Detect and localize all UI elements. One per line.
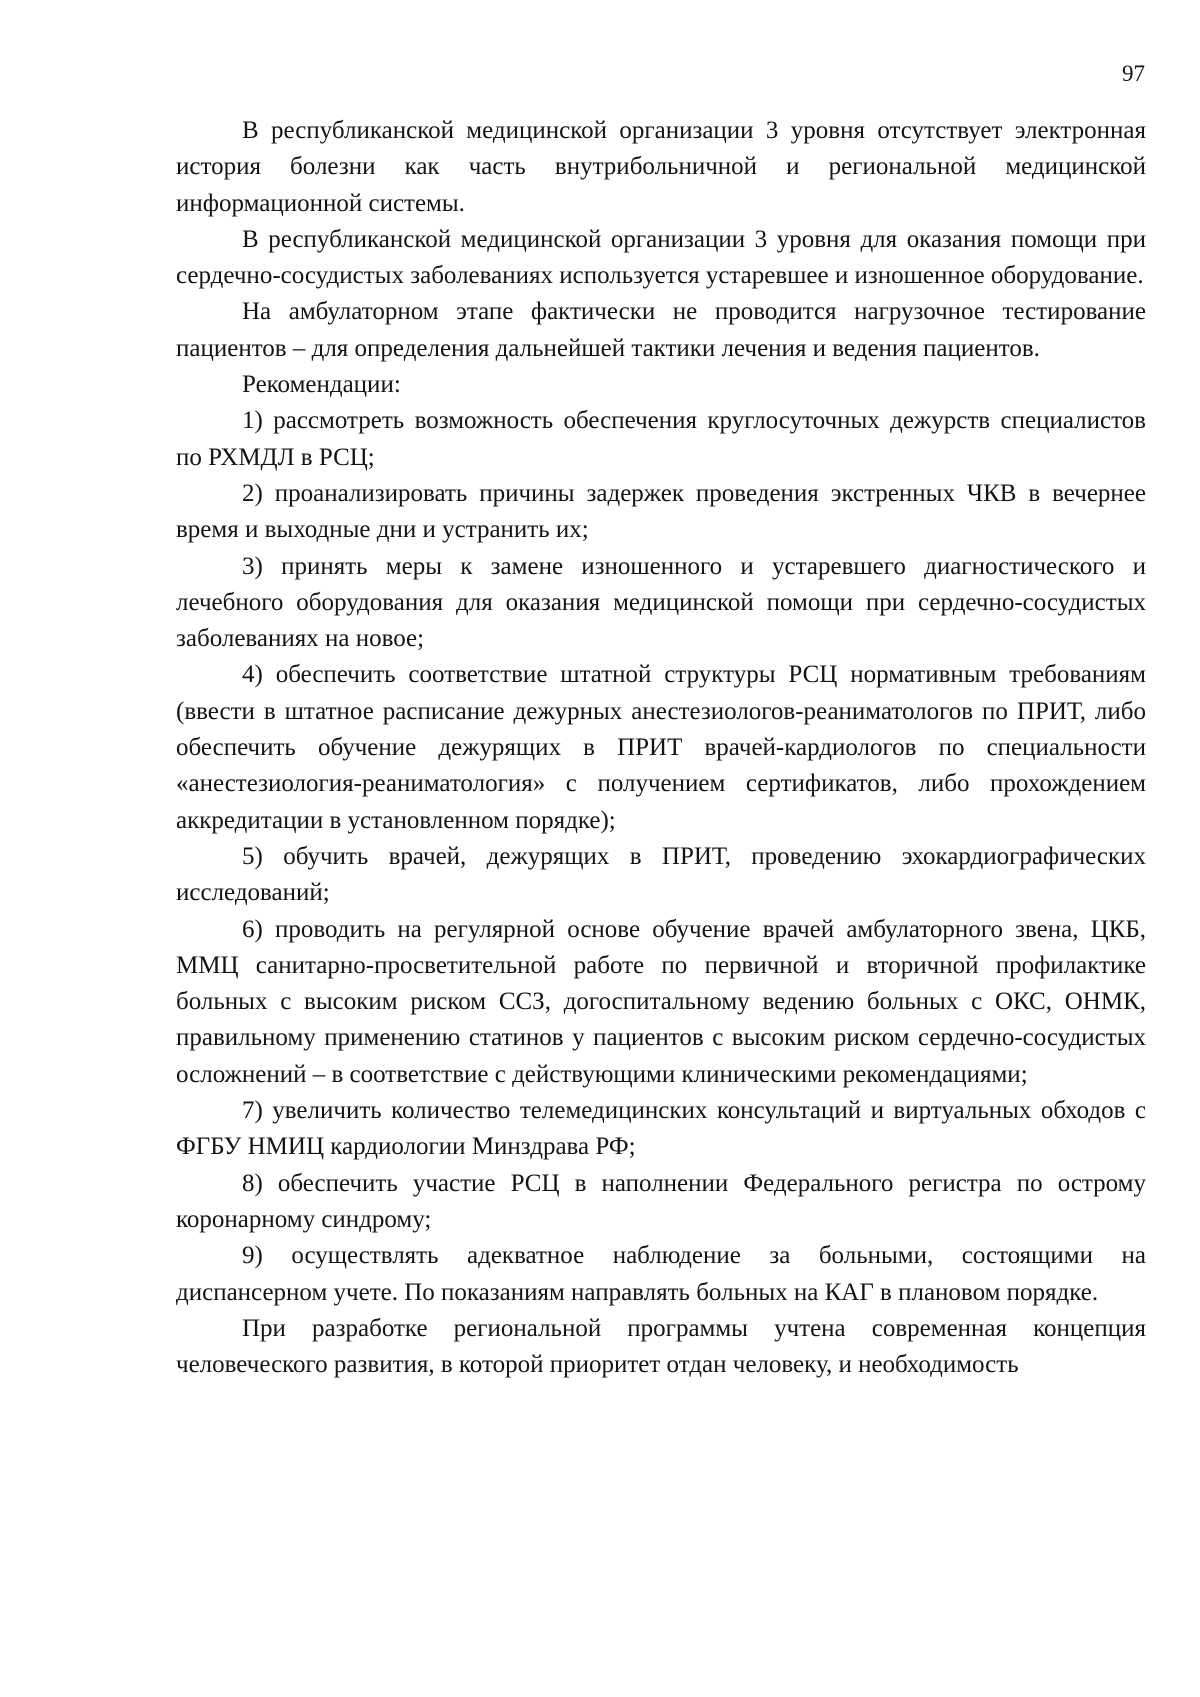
- recommendation-item-7: 7) увеличить количество телемедицинских консультаций и виртуальных обходов с ФГБУ НМИЦ кардиологии Минздрава РФ;: [176, 1097, 1146, 1161]
- paragraph-stress-testing: На амбулаторном этапе фактически не проводится нагрузочное тестирование пациентов – для определения дальнейшей тактики лечения и ведения пациентов.: [176, 298, 1146, 362]
- paragraph-outdated-equipment: В республиканской медицинской организации 3 уровня для оказания помощи при сердечно-сосудистых заболеваниях используется устаревшее и изношенное оборудование.: [176, 225, 1146, 290]
- page-number: 97: [1122, 61, 1145, 86]
- recommendation-item-5: 5) обучить врачей, дежурящих в ПРИТ, проведению эхокардиографических исследований;: [176, 842, 1146, 907]
- document-body: [176, 113, 1146, 1383]
- paragraph-regional-program: При разработке региональной программы учтена современная концепция человеческого развития, в которой приоритет отдан человеку, и необходимость: [176, 1314, 1146, 1379]
- paragraph-ehr-absence: В республиканской медицинской организации 3 уровня отсутствует электронная история болезни как часть внутрибольничной и региональной медицинской информационной системы.: [176, 117, 1146, 217]
- recommendations-heading: Рекомендации:: [242, 371, 401, 399]
- recommendation-item-1: 1) рассмотреть возможность обеспечения круглосуточных дежурств специалистов по РХМДЛ в РСЦ;: [176, 407, 1146, 471]
- recommendation-item-2: 2) проанализировать причины задержек проведения экстренных ЧКВ в вечернее время и выходные дни и устранить их;: [176, 479, 1146, 544]
- recommendation-item-3: 3) принять меры к замене изношенного и устаревшего диагностического и лечебного оборудования для оказания медицинской помощи при сердечно-сосудистых заболеваниях на новое;: [176, 552, 1146, 653]
- recommendation-item-8: 8) обеспечить участие РСЦ в наполнении Федерального регистра по острому коронарному синдрому;: [176, 1169, 1146, 1233]
- recommendation-item-4: 4) обеспечить соответствие штатной структуры РСЦ нормативным требованиям (ввести в штатное расписание дежурных анестезиологов-реаниматологов по ПРИТ, либо обеспечить обучение дежурящих в ПРИТ врачей-кардиологов по специальности «анестезиология-реаниматология» с получением сертификатов, либо прохождением аккредитации в установленном порядке);: [176, 661, 1146, 834]
- recommendation-item-6: 6) проводить на регулярной основе обучение врачей амбулаторного звена, ЦКБ, ММЦ санитарно-просветительной работе по первичной и вторичной профилактике больных с высоким риском ССЗ, догоспитальному ведению больных с ОКС, ОНМК, правильному применению статинов у пациентов с высоким риском сердечно-сосудистых осложнений – в соответствие с действующими клиническими рекомендациями;: [176, 915, 1146, 1088]
- recommendation-item-9: 9) осуществлять адекватное наблюдение за больными, состоящими на диспансерном учете. По показаниям направлять больных на КАГ в плановом порядке.: [176, 1242, 1146, 1306]
